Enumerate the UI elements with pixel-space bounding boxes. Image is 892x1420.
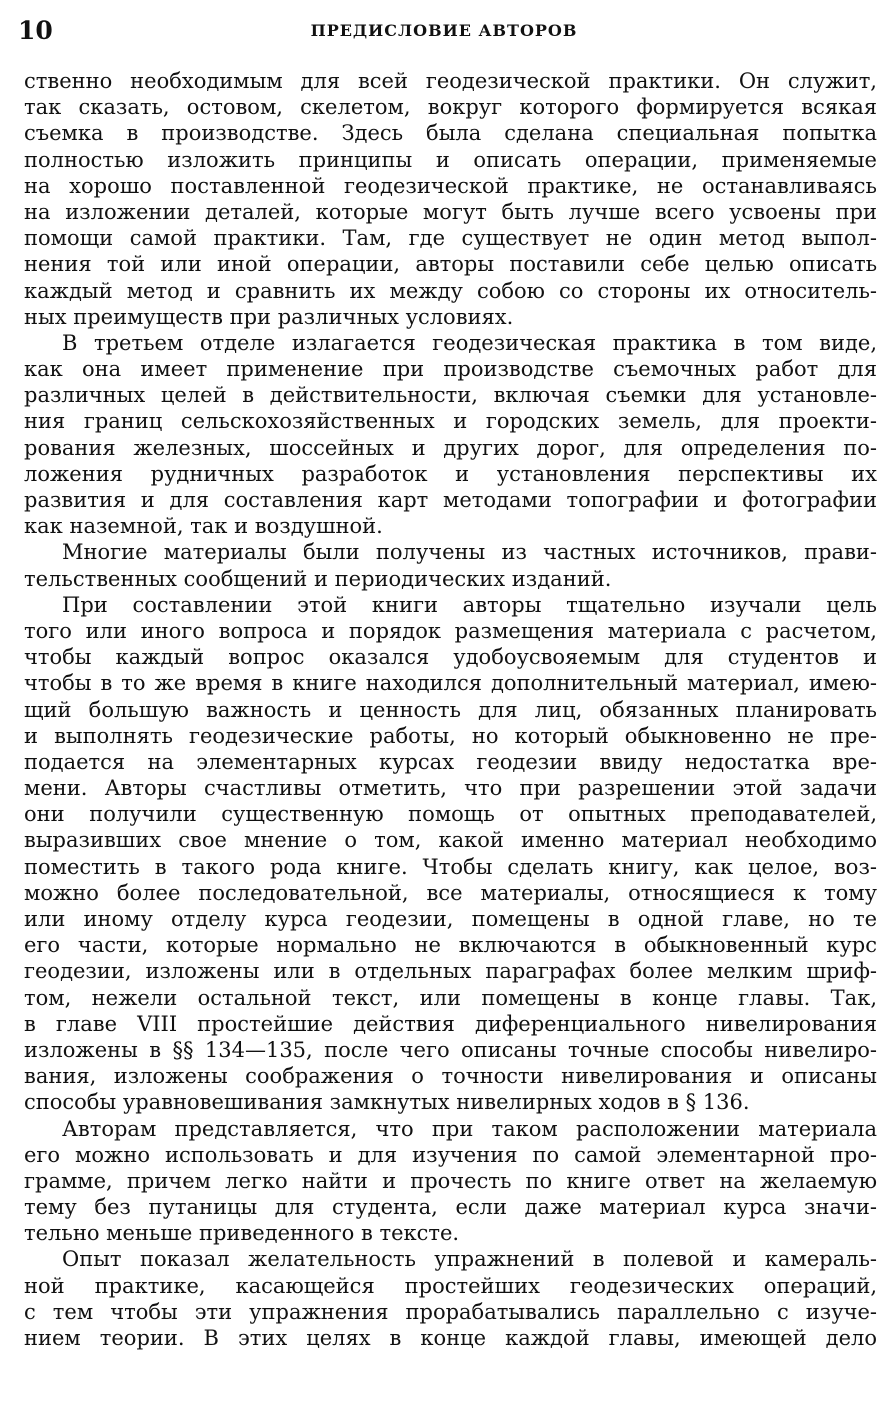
text-line: на изложении деталей, которые могут быть лучше всего усвоены при (24, 199, 877, 224)
text-line: в главе VIII простейшие действия диференциального нивелирования (24, 1011, 877, 1036)
text-line: ния границ сельскохозяйственных и городских земель, для проекти- (24, 409, 877, 434)
paragraph (24, 68, 877, 330)
text-line: его части, которые нормально не включаются в обыкновенный курс (24, 933, 877, 958)
text-line: его можно использовать и для изучения по самой элементарной про- (24, 1142, 877, 1167)
text-line: грамме, причем легко найти и прочесть по книге ответ на желаемую (24, 1168, 877, 1193)
text-line: щий большую важность и ценность для лиц, обязанных планировать (24, 697, 877, 722)
text-line: различных целей в действительности, включая съемки для установле- (24, 383, 877, 408)
text-line: В третьем отделе излагается геодезическая практика в том виде, (62, 330, 877, 355)
text-line: вания, изложены соображения о точности нивелирования и описаны (24, 1064, 877, 1089)
text-line: тему без путаницы для студента, если даже материал курса значи- (24, 1195, 877, 1220)
paragraph (24, 330, 877, 540)
text-line: того или иного вопроса и порядок размещения материала с расчетом, (24, 618, 877, 643)
text-line: так сказать, остовом, скелетом, вокруг которого формируется всякая (24, 95, 877, 120)
text-line: изложены в §§ 134—135, после чего описаны точные способы нивелиро- (24, 1037, 877, 1062)
text-line: или иному отделу курса геодезии, помещены в одной главе, но те (24, 907, 877, 931)
page-header (18, 14, 870, 48)
text-line: развития и для составления карт методами топографии и фотографии (24, 488, 877, 512)
paragraph (24, 539, 877, 591)
running-title: ПРЕДИСЛОВИЕ АВТОРОВ (310, 21, 578, 40)
text-line: как она имеет применение при производстве съемочных работ для (24, 357, 877, 382)
text-line: ственно необходимым для всей геодезической практики. Он служит, (24, 69, 877, 93)
text-line: ных преимуществ при различных условиях. (24, 304, 514, 329)
text-line: мени. Авторы счастливы отметить, что при разрешении этой задачи (24, 776, 877, 801)
text-line: Авторам представляется, что при таком расположении материала (62, 1116, 877, 1141)
text-line: тельственных сообщений и периодических изданий. (24, 566, 612, 591)
text-line: поместить в такого рода книге. Чтобы сделать книгу, как целое, воз- (24, 854, 877, 879)
text-line: нения той или иной операции, авторы поставили себе целью описать (24, 252, 877, 277)
text-line: помощи самой практики. Там, где существует не один метод выпол- (24, 226, 877, 251)
text-line: полностью изложить принципы и описать операции, применяемые (24, 147, 877, 172)
text-line: способы уравновешивания замкнутых нивелирных ходов в § 136. (24, 1090, 750, 1115)
text-line: нием теории. В этих целях в конце каждой главы, имеющей дело (24, 1326, 877, 1350)
text-line: на хорошо поставленной геодезической практике, не останавливаясь (24, 173, 877, 198)
text-line: ложения рудничных разработок и установления перспективы их (24, 461, 877, 486)
text-line: Опыт показал желательность упражнений в полевой и камераль- (62, 1247, 877, 1272)
text-line: Многие материалы были получены из частных источников, прави- (62, 540, 877, 565)
text-line: чтобы в то же время в книге находился дополнительный материал, имею- (24, 671, 877, 696)
text-line: подается на элементарных курсах геодезии ввиду недостатка вре- (24, 749, 877, 774)
text-line: они получили существенную помощь от опытных преподавателей, (24, 802, 877, 827)
text-line: каждый метод и сравнить их между собою со стороны их относитель- (24, 278, 877, 303)
text-line: и выполнять геодезические работы, но который обыкновенно не пре- (24, 723, 877, 748)
paragraph (24, 1116, 877, 1247)
body-text (24, 68, 877, 1351)
text-line: с тем чтобы эти упражнения прорабатывались параллельно с изуче- (24, 1299, 877, 1324)
text-line: как наземной, так и воздушной. (24, 514, 383, 539)
text-line: съемка в производстве. Здесь была сделана специальная попытка (24, 121, 877, 146)
paragraph (24, 592, 877, 1116)
text-line: При составлении этой книги авторы тщательно изучали цель (62, 592, 877, 617)
text-line: чтобы каждый вопрос оказался удобоусвояемым для студентов и (24, 645, 877, 670)
text-line: ной практике, касающейся простейших геодезических операций, (24, 1273, 877, 1298)
text-line: том, нежели остальной текст, или помещены в конце главы. Так, (24, 985, 877, 1010)
paragraph (24, 1246, 877, 1351)
text-line: геодезии, изложены или в отдельных параграфах более мелким шриф- (24, 959, 877, 984)
text-line: можно более последовательной, все материалы, относящиеся к тому (24, 880, 877, 905)
text-line: тельно меньше приведенного в тексте. (24, 1221, 460, 1246)
page-number: 10 (18, 16, 53, 45)
text-line: выразивших свое мнение о том, какой именно материал необходимо (24, 828, 877, 853)
text-line: рования железных, шоссейных и других дорог, для определения по- (24, 435, 877, 460)
